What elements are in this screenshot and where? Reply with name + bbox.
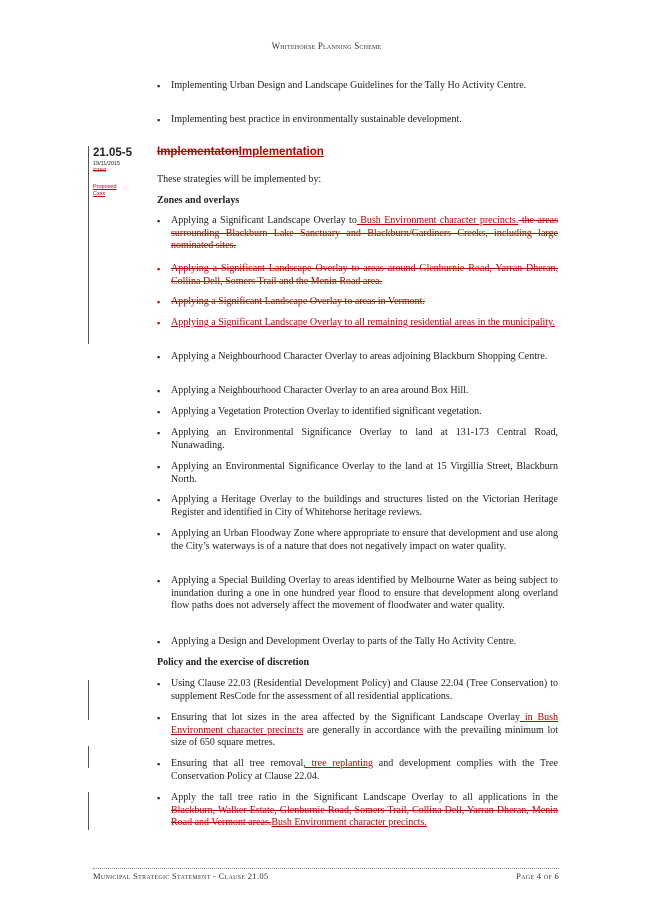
change-bar: [88, 680, 89, 720]
bullet-icon: ▪: [157, 115, 161, 125]
list-item: ▪ Implementing Urban Design and Landscape Guidelines for the Tally Ho Activity Centre.: [157, 80, 527, 91]
bullet-icon: ▪: [157, 679, 161, 689]
list-item: ▪ Applying a Significant Landscape Overlay to Bush Environment character precincts. the areas surrounding Blackburn Lake Sanctuary and Blackburn/Gardiners Creeks, including large nominated sites.: [157, 215, 559, 251]
page-number: Page 4 of 6: [516, 871, 559, 881]
bullet-icon: ▪: [157, 297, 161, 307]
section-date: 19/11/2015: [93, 161, 121, 167]
list-item: ▪ Implementing best practice in environmentally sustainable development.: [157, 114, 462, 125]
list-item: ▪ Applying a Design and Development Overlay to parts of the Tally Ho Activity Centre.: [157, 636, 517, 647]
zones-heading: Zones and overlays: [157, 195, 240, 206]
list-item: ▪ Applying a Neighbourhood Character Overlay to an area around Box Hill.: [157, 385, 469, 396]
proposed-label: Proposed: [93, 184, 117, 190]
list-item: ▪ Applying a Vegetation Protection Overlay to identified significant vegetation.: [157, 406, 482, 417]
section-number: 21.05-5: [93, 147, 133, 159]
bullet-icon: ▪: [157, 637, 161, 647]
bullet-icon: ▪: [157, 576, 161, 586]
policy-heading: Policy and the exercise of discretion: [157, 657, 310, 668]
change-bar: [88, 146, 89, 344]
footer-left: Municipal Strategic Statement - Clause 21.05: [93, 871, 269, 881]
bullet-icon: ▪: [157, 318, 161, 328]
list-item: ▪ Applying a Heritage Overlay to the buildings and structures listed on the Victorian Heritage Register and identified in City of Whitehorse heritage reviews.: [157, 494, 558, 518]
change-bar: [88, 792, 89, 830]
bullet-icon: ▪: [157, 216, 161, 226]
cxxx-label: Cxxx: [93, 191, 106, 197]
bullet-icon: ▪: [157, 386, 161, 396]
bullet-icon: ▪: [157, 495, 161, 505]
list-item: ▪ Applying an Environmental Significance Overlay to the land at 15 Virgillia Street, Blackburn North.: [157, 461, 558, 485]
list-item: ▪ Applying a Special Building Overlay to areas identified by Melbourne Water as being subject to inundation during a one in one hundred year flood to ensure that development along overland flow paths does not adversely affect the movement of floodwater and water quality.: [157, 575, 558, 611]
list-item: ▪ Ensuring that all tree removal, tree replanting and development complies with the Tree Conservation Policy at Clause 22.04.: [157, 758, 558, 782]
change-bar: [88, 746, 89, 768]
bullet-icon: ▪: [157, 462, 161, 472]
bullet-icon: ▪: [157, 428, 161, 438]
amendment-number: C150: [93, 168, 107, 174]
list-item: ▪ Using Clause 22.03 (Residential Development Policy) and Clause 22.04 (Tree Conservation) to supplement ResCode for the assessment of all residential applications.: [157, 678, 558, 702]
section-title: [157, 146, 324, 158]
bullet-icon: ▪: [157, 352, 161, 362]
list-item: ▪ Applying a Significant Landscape Overlay to all remaining residential areas in the municipality.: [157, 317, 555, 328]
bullet-icon: ▪: [157, 407, 161, 417]
list-item: ▪ Ensuring that lot sizes in the area affected by the Significant Landscape Overlay in Bush Environment character precincts are generally in accordance with the prevailing minimum lot size of 650 square metres.: [157, 712, 559, 748]
list-item: ▪ Applying an Urban Floodway Zone where appropriate to ensure that development and use along the City’s waterways is of a nature that does not negatively impact on water quality.: [157, 528, 558, 552]
footer-divider: [93, 868, 559, 869]
list-item: ▪ Applying a Neighbourhood Character Overlay to areas adjoining Blackburn Shopping Centre.: [157, 351, 548, 362]
list-item: ▪ Applying an Environmental Significance Overlay to land at 131-173 Central Road, Nunawading.: [157, 427, 558, 451]
bullet-icon: ▪: [157, 793, 161, 803]
section-title-deleted: Implementaton: [157, 146, 239, 158]
strategies-intro: These strategies will be implemented by:: [157, 174, 322, 185]
list-item: ▪ Apply the tall tree ratio in the Significant Landscape Overlay to all applications in the Blackburn, Walker Estate, Glenburnie Road, Somers Trail, Collina Dell, Yarran Dheran, Menin Road and Vermont areas.Bush Environment character precincts.: [157, 792, 558, 828]
bullet-icon: ▪: [157, 81, 161, 91]
bullet-icon: ▪: [157, 529, 161, 539]
bullet-icon: ▪: [157, 759, 161, 769]
list-item: ▪ Applying a Significant Landscape Overlay to areas in Vermont.: [157, 296, 425, 307]
page-header: Whitehorse Planning Scheme: [271, 41, 382, 51]
section-title-inserted: Implementation: [238, 146, 324, 158]
bullet-icon: ▪: [157, 713, 161, 723]
list-item: ▪ Applying a Significant Landscape Overlay to areas around Glenburnie Road, Yarran Dheran, Collina Dell, Somers Trail and the Menin Road area.: [157, 263, 558, 287]
bullet-icon: ▪: [157, 264, 161, 274]
